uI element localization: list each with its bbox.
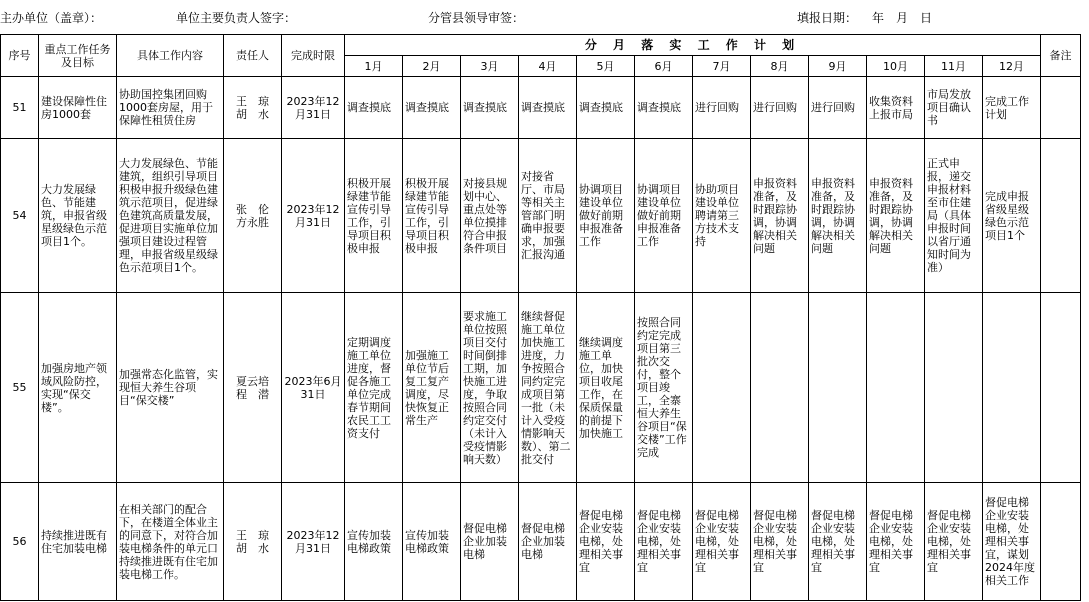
row-month-12: 完成申报省级星级绿色示范项目1个 (983, 139, 1041, 293)
row-month-9: 申报资料准备，及时跟踪协调，协调解决相关问题 (809, 139, 867, 293)
row-month-8: 督促电梯企业安装电梯，处理相关事宜 (751, 483, 809, 601)
row-month-12: 督促电梯企业安装电梯，处理相关事宜，谋划2024年度相关工作 (983, 483, 1041, 601)
row-month-1: 调查摸底 (345, 77, 403, 139)
row-month-7: 进行回购 (693, 77, 751, 139)
row-month-10 (867, 293, 925, 483)
row-remark (1041, 483, 1081, 601)
col-header-seq: 序号 (1, 35, 39, 77)
row-month-9: 督促电梯企业安装电梯，处理相关事宜 (809, 483, 867, 601)
row-month-12 (983, 293, 1041, 483)
col-header-plan: 分 月 落 实 工 作 计 划 (345, 35, 1041, 56)
row-month-10: 收集资料上报市局 (867, 77, 925, 139)
row-deadline: 2023年12月31日 (282, 483, 345, 601)
row-month-3: 督促电梯企业加装电梯 (461, 483, 519, 601)
row-month-8: 进行回购 (751, 77, 809, 139)
row-month-11: 正式申报，递交申报材料至市住建局（具体申报时间以省厅通知时间为准） (925, 139, 983, 293)
row-month-2: 积极开展绿建节能宣传引导工作，引导项目积极申报 (403, 139, 461, 293)
row-month-6: 按照合同约定完成项目第三批次交付，整个项目竣工，全寨恒大养生谷项目“保交楼”工作完成 (635, 293, 693, 483)
row-remark (1041, 77, 1081, 139)
table-row (1, 139, 1081, 293)
month-header-11: 11月 (925, 56, 983, 77)
table-row (1, 77, 1081, 139)
month-header-8: 8月 (751, 56, 809, 77)
row-month-4: 对接省厅、市局等相关主管部门明确申报要求，加强汇报沟通 (519, 139, 577, 293)
row-month-9: 进行回购 (809, 77, 867, 139)
month-header-1: 1月 (345, 56, 403, 77)
row-month-7: 督促电梯企业安装电梯，处理相关事宜 (693, 483, 751, 601)
row-owner: 王 琼 胡 水 (224, 483, 282, 601)
leader-sign-label: 单位主要负责人签字： (176, 11, 297, 25)
row-month-1: 宣传加装电梯政策 (345, 483, 403, 601)
row-month-4: 继续督促施工单位加快施工进度，力争按照合同约定完成项目第一批（未计入受疫情影响天数）、第二批交付 (519, 293, 577, 483)
month-header-9: 9月 (809, 56, 867, 77)
row-month-5: 继续调度施工单位，加快项目收尾工作，在保质保量的前提下加快施工 (577, 293, 635, 483)
col-header-content: 具体工作内容 (117, 35, 224, 77)
row-month-3: 对接县规划中心、重点处等单位摸排符合申报条件项目 (461, 139, 519, 293)
row-month-9 (809, 293, 867, 483)
col-header-owner: 责任人 (224, 35, 282, 77)
month-header-5: 5月 (577, 56, 635, 77)
fill-date-label: 填报日期： (797, 11, 858, 25)
row-remark (1041, 139, 1081, 293)
month-header-6: 6月 (635, 56, 693, 77)
row-month-11: 督促电梯企业安装电梯，处理相关事宜 (925, 483, 983, 601)
row-month-12: 完成工作计划 (983, 77, 1041, 139)
row-month-2: 加强施工单位节后复工复产调度，尽快恢复正常生产 (403, 293, 461, 483)
row-month-5: 协调项目建设单位做好前期申报准备工作 (577, 139, 635, 293)
row-owner: 夏云培 程 潜 (224, 293, 282, 483)
row-content: 协助国控集团回购1000套房屋，用于保障性租赁住房 (117, 77, 224, 139)
row-seq: 56 (1, 483, 39, 601)
row-month-7 (693, 293, 751, 483)
row-month-11: 市局发放项目确认书 (925, 77, 983, 139)
col-header-deadline: 完成时限 (282, 35, 345, 77)
row-month-10: 督促电梯企业安装电梯，处理相关事宜 (867, 483, 925, 601)
row-month-2: 调查摸底 (403, 77, 461, 139)
row-month-4: 调查摸底 (519, 77, 577, 139)
row-month-10: 申报资料准备，及时跟踪协调，协调解决相关问题 (867, 139, 925, 293)
row-month-11 (925, 293, 983, 483)
row-seq: 55 (1, 293, 39, 483)
row-owner: 王 琼 胡 水 (224, 77, 282, 139)
month-header-2: 2月 (403, 56, 461, 77)
row-month-5: 督促电梯企业安装电梯，处理相关事宜 (577, 483, 635, 601)
row-month-8 (751, 293, 809, 483)
row-deadline: 2023年12月31日 (282, 139, 345, 293)
row-goal: 大力发展绿色、节能建筑，申报省级星级绿色示范项目1个。 (39, 139, 117, 293)
row-goal: 持续推进既有住宅加装电梯 (39, 483, 117, 601)
row-content: 加强常态化监管，实现恒大养生谷项目“保交楼” (117, 293, 224, 483)
row-month-7: 协助项目建设单位聘请第三方技术支持 (693, 139, 751, 293)
organizer-label: 主办单位（盖章）： (0, 11, 103, 25)
row-month-2: 宣传加装电梯政策 (403, 483, 461, 601)
work-plan-table (0, 34, 1081, 601)
row-seq: 54 (1, 139, 39, 293)
row-owner: 张 伦 方永胜 (224, 139, 282, 293)
row-month-6: 调查摸底 (635, 77, 693, 139)
row-content: 大力发展绿色、节能建筑，组织引导项目积极申报升级绿色建筑示范项目，促进绿色建筑高质量发展，促进项目实施单位加强项目建设过程管理，申报省级星级绿色示范项目1个。 (117, 139, 224, 293)
month-header-12: 12月 (983, 56, 1041, 77)
row-month-3: 要求施工单位按照项目交付时间倒排工期，加快施工进度，争取按照合同约定交付（未计入受疫情影响天数） (461, 293, 519, 483)
row-deadline: 2023年6月31日 (282, 293, 345, 483)
row-month-3: 调查摸底 (461, 77, 519, 139)
row-goal: 建设保障性住房1000套 (39, 77, 117, 139)
month-header-7: 7月 (693, 56, 751, 77)
row-month-5: 调查摸底 (577, 77, 635, 139)
row-month-8: 申报资料准备，及时跟踪协调，协调解决相关问题 (751, 139, 809, 293)
col-header-goal: 重点工作任务及目标 (39, 35, 117, 77)
row-month-1: 定期调度施工单位进度，督促各施工单位完成春节期间农民工工资支付 (345, 293, 403, 483)
col-header-remark: 备注 (1041, 35, 1081, 77)
row-remark (1041, 293, 1081, 483)
row-content: 在相关部门的配合下，在楼道全体业主的同意下，对符合加装电梯条件的单元口持续推进既有住宅加装电梯工作。 (117, 483, 224, 601)
fill-date-value: 年 月 日 (872, 11, 933, 25)
row-goal: 加强房地产领域风险防控，实现“保交楼”。 (39, 293, 117, 483)
table-row (1, 483, 1081, 601)
table-row (1, 293, 1081, 483)
month-header-3: 3月 (461, 56, 519, 77)
row-deadline: 2023年12月31日 (282, 77, 345, 139)
month-header-4: 4月 (519, 56, 577, 77)
row-month-6: 协调项目建设单位做好前期申报准备工作 (635, 139, 693, 293)
form-header (0, 0, 1089, 34)
row-month-6: 督促电梯企业安装电梯，处理相关事宜 (635, 483, 693, 601)
table-body (1, 77, 1081, 601)
county-sign-label: 分管县领导审签： (428, 11, 525, 25)
row-month-1: 积极开展绿建节能宣传引导工作，引导项目积极申报 (345, 139, 403, 293)
month-header-10: 10月 (867, 56, 925, 77)
row-month-4: 督促电梯企业加装电梯 (519, 483, 577, 601)
row-seq: 51 (1, 77, 39, 139)
